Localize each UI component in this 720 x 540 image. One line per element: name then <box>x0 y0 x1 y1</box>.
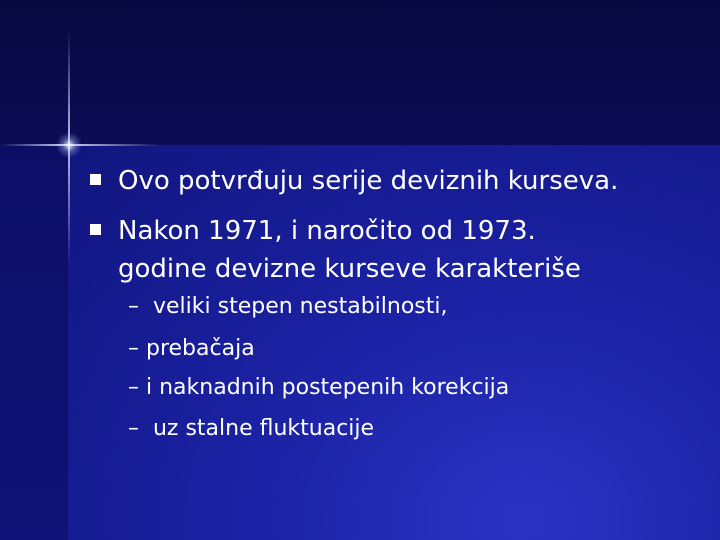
sub-bullet-item: – veliki stepen nestabilnosti, <box>128 294 448 319</box>
bullet-text: Ovo potvrđuju serije deviznih kurseva. <box>118 166 619 196</box>
sub-bullet-item: – i naknadnih postepenih korekcija <box>128 375 510 400</box>
square-bullet-icon <box>90 174 101 185</box>
sub-bullet-item: – prebačaja <box>128 336 255 361</box>
bullet-item <box>90 212 690 288</box>
bullet-item <box>90 162 690 200</box>
bullet-text: Nakon 1971, i naročito od 1973. godine devizne kurseve karakteriše <box>118 216 581 284</box>
sub-bullet-item: – uz stalne fluktuacije <box>128 416 375 441</box>
square-bullet-icon <box>90 224 101 235</box>
